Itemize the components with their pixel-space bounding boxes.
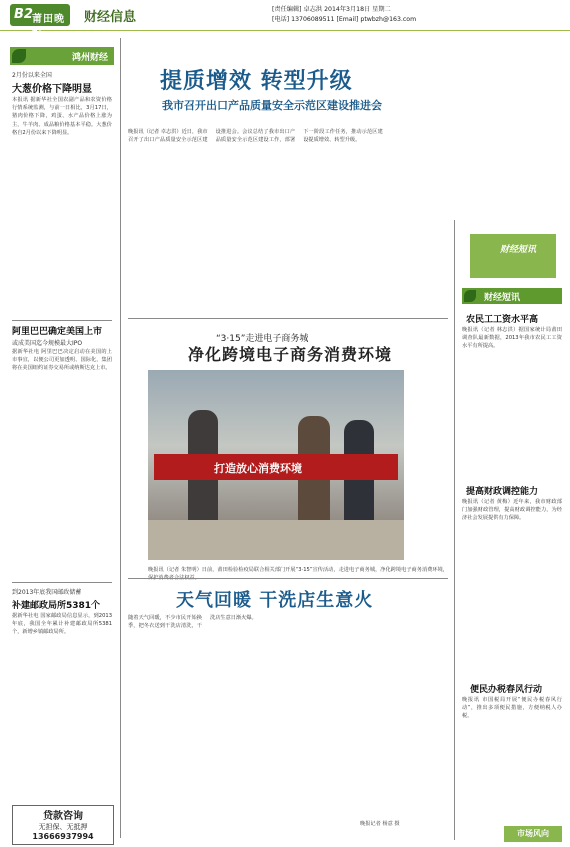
a2-body: 据新华社电 阿里巴巴决定启动在美国的上市事宜，以便公司更加透明、国际化，集团将在美国纽约证券交易所或纳斯达克上市。 bbox=[12, 349, 112, 372]
r3-body: 晚报讯 市国税局开展“便民办税春风行动”，推出多项便民措施，方便纳税人办税。 bbox=[462, 697, 562, 720]
table bbox=[148, 520, 404, 560]
r1-body: 晚报讯（记者 林志洪）据国家统计局莆田调查队最新数据，2013年我市农民工工资水平有所提高。 bbox=[462, 327, 562, 350]
red-banner bbox=[154, 454, 398, 480]
ad-title: 贷款咨询 bbox=[43, 811, 83, 822]
r3-title: 便民办税春风行动 bbox=[470, 685, 543, 695]
short-news-label: 财经短讯 bbox=[484, 293, 521, 303]
story2-title: 净化跨境电子商务消费环境 bbox=[188, 345, 393, 364]
banner-text: 打造放心消费环境 bbox=[214, 462, 302, 475]
divider bbox=[12, 320, 112, 321]
r1-title: 农民工工资水平高 bbox=[466, 315, 539, 325]
story2-left-col bbox=[128, 370, 144, 566]
a3-title: 补建邮政局所5381个 bbox=[12, 601, 101, 611]
main-subhead: 我市召开出口产品质量安全示范区建设推进会 bbox=[162, 99, 382, 112]
story2-kicker: “3·15”走进电子商务城 bbox=[216, 334, 309, 344]
editor-line: [责任编辑] 卓志洪 2014年3月18日 星期二 bbox=[272, 6, 391, 13]
contact-line: [电话] 13706089511 [Email] ptwbzh@163.com bbox=[272, 16, 417, 23]
a1-body: 本报讯 据新华社全国农副产品和农资价格行情系统监测，与前一日相比，3月17日，猪肉价格下降，鸡蛋、水产品价格上涨为主，牛羊肉、成品粮价格基本平稳。大葱价格自2月份以来下降明显。 bbox=[12, 97, 112, 136]
short-news-tag bbox=[462, 288, 562, 304]
page-title: 财经信息 bbox=[84, 10, 137, 25]
a2-title: 阿里巴巴确定美国上市 bbox=[12, 327, 103, 337]
page-header bbox=[0, 0, 570, 40]
a3-body: 据新华社电 国家邮政局信息显示，到2013年底，我国全年累计补建邮政局所5381个，新增乡镇邮政局所。 bbox=[12, 613, 112, 636]
loan-ad bbox=[12, 805, 114, 845]
column-tag: 鸿州财经 bbox=[71, 53, 108, 63]
ad-subtitle: 无担保、无抵押 bbox=[38, 823, 88, 831]
a1-kicker: 2月份以来全国 bbox=[12, 72, 52, 79]
section-badge bbox=[10, 4, 70, 40]
a1-title: 大葱价格下降明显 bbox=[12, 84, 92, 95]
logo-text: 财经短讯 bbox=[500, 245, 537, 255]
leaf-icon bbox=[12, 49, 26, 63]
column-tag-bar bbox=[10, 47, 114, 65]
editor-info bbox=[272, 5, 472, 25]
ad-phone: 13666937994 bbox=[32, 832, 94, 841]
divider bbox=[128, 578, 448, 579]
corner-tag: 市场风向 bbox=[504, 826, 562, 842]
paper-name: 莆田晚报 bbox=[32, 14, 65, 40]
column-divider bbox=[120, 38, 121, 838]
photo-credit: 晚报记者 杨意 摄 bbox=[360, 821, 400, 827]
story3-title: 天气回暖 干洗店生意火 bbox=[176, 590, 374, 611]
story1-body: 晚报讯（记者 卓志洪）近日，我市召开了出口产品质量安全示范区建设推进会。会议总结了我市出口产品质量安全示范区建设工作，部署下一阶段工作任务，推动示范区建设提质增效、转型升级。 bbox=[128, 129, 383, 144]
divider bbox=[12, 582, 112, 583]
section-number: B2 bbox=[14, 7, 33, 22]
a2-subtitle: 或成美国迄今规模最大IPO bbox=[12, 340, 83, 347]
news-photo bbox=[148, 370, 404, 560]
column-divider bbox=[454, 220, 455, 840]
r2-body: 晚报讯（记者 黄梅）近年来，我市财政部门加强财政管理，提高财政调控能力，为经济社会发展提供有力保障。 bbox=[462, 499, 562, 522]
story3-body: 随着天气回暖，不少市民开始换季，把冬衣送到干洗店清洗，干洗店生意日渐火爆。 bbox=[128, 615, 257, 630]
main-headline: 提质增效 转型升级 bbox=[160, 69, 353, 94]
divider bbox=[128, 318, 448, 319]
leaf-icon bbox=[464, 290, 476, 302]
story2-side bbox=[410, 370, 450, 566]
a3-kicker: 到2013年底我国邮政储蓄 bbox=[12, 589, 82, 596]
column-logo bbox=[470, 234, 556, 278]
story2-body: 晚报讯（记者 朱智明）日前，莆田检验检疫局联合相关部门开展“3·15”宣传活动，走进电子商务城，净化跨境电子商务消费环境， bbox=[148, 567, 448, 573]
r2-title: 提高财政调控能力 bbox=[466, 487, 539, 497]
